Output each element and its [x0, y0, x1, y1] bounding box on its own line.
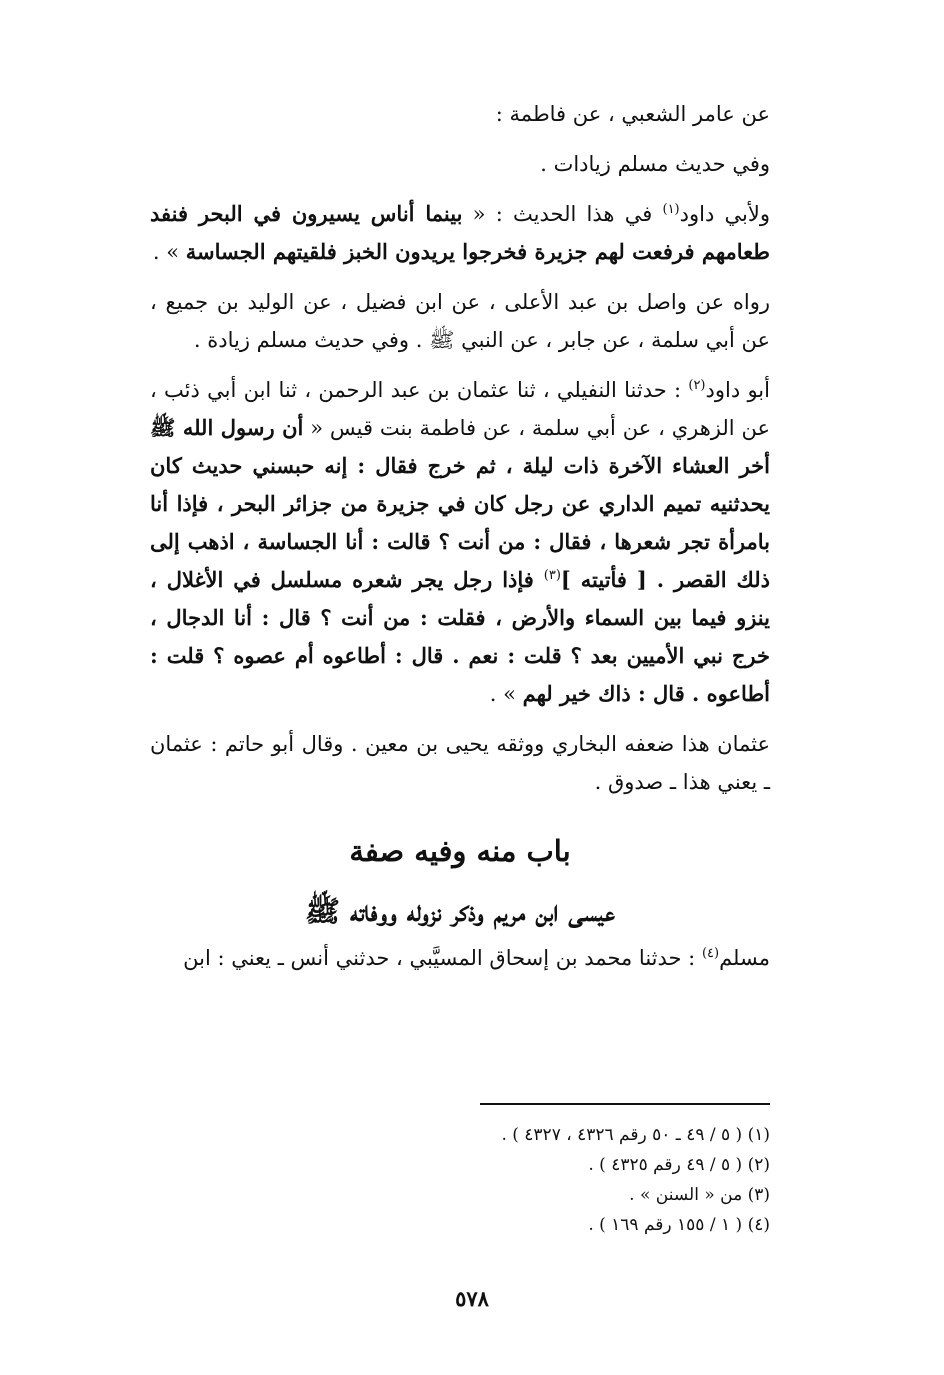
paragraph-uthman-grading: عثمان هذا ضعفه البخاري ووثقه يحيى بن معين . وقال أبو حاتم : عثمان ـ يعني هذا ـ صدوق .	[150, 732, 770, 794]
paragraph-intro: : حدثنا النفيلي ، ثنا عثمان بن عبد الرحمن ، ثنا ابن أبي ذئب ، عن الزهري ، عن أبي سلمة ، عن فاطمة بنت قيس «	[150, 378, 770, 440]
paragraph-jabir-chain: رواه عن واصل بن عبد الأعلى ، عن ابن فضيل ، عن الوليد بن جميع ، عن أبي سلمة ، عن جابر ، عن النبي ﷺ . وفي حديث مسلم زيادة .	[150, 290, 770, 352]
footnote-3: (٣) من « السنن » .	[629, 1185, 770, 1205]
chapter-heading: باب منه وفيه صفة	[349, 834, 571, 868]
footnote-divider	[480, 1103, 770, 1105]
paragraph-tail: » .	[152, 240, 186, 264]
bracketed-insertion: [ فأتيته ]	[560, 567, 647, 592]
footnotes	[150, 1120, 770, 1240]
hadith-quote-part-1: أن رسول الله ﷺ أخر العشاء الآخرة ذات ليلة ، ثم خرج فقال : إنه حبسني حديث كان يحدثنيه تميم الداري عن رجل كان في جزيرة من جزائر البحر ، فإذا أنا بامرأة تجر شعرها ، فقال : من أنت ؟ قالت : أنا الجساسة ، اذهب إلى ذلك القصر .	[150, 415, 770, 592]
footnote-ref-2[interactable]: (٢)	[688, 378, 706, 393]
footnote-4: (٤) ( ١ / ١٥٥ رقم ١٦٩ ) .	[588, 1215, 770, 1235]
paragraph-lead: أبو داود	[705, 378, 770, 402]
paragraph-text: : حدثنا محمد بن إسحاق المسيَّبي ، حدثني أنس ـ يعني : ابن	[183, 946, 702, 970]
footnote-2: (٢) ( ٥ / ٤٩ رقم ٤٣٢٥ ) .	[588, 1155, 770, 1175]
paragraph-muslim-additions: وفي حديث مسلم زيادات .	[540, 152, 770, 176]
chapter-subheading: عيسى ابن مريم وذكر نزوله ووفاته ﷺ	[305, 894, 615, 928]
paragraph-tail: » .	[489, 682, 523, 706]
footnote-ref-4[interactable]: (٤)	[701, 946, 720, 961]
paragraph-intro: في هذا الحديث : «	[462, 202, 663, 226]
hadith-quote: بينما أناس يسيرون في البحر فنفد طعامهم فرفعت لهم جزيرة فخرجوا يريدون الخبز فلقيتهم الجساسة	[150, 201, 770, 264]
paragraph-muslim-chain	[150, 939, 770, 977]
page-number: ٥٧٨	[455, 1286, 489, 1311]
paragraph-abu-dawud-hadith	[150, 371, 770, 713]
hadith-quote-part-2: فإذا رجل يجر شعره مسلسل في الأغلال ، ينزو فيما بين السماء والأرض ، فقلت : من أنت ؟ قال : أنا الدجال ، خرج نبي الأميين بعد ؟ قلت : نعم . قال : أطاعوه أم عصوه ؟ قلت : أطاعوه . قال : ذاك خير لهم	[150, 567, 770, 706]
footnote-1: (١) ( ٥ / ٤٩ ـ ٥٠ رقم ٤٣٢٦ ، ٤٣٢٧ ) .	[501, 1125, 770, 1145]
paragraph-isnad-fatimah: عن عامر الشعبي ، عن فاطمة :	[495, 102, 770, 126]
page-body	[150, 95, 770, 989]
paragraph-lead: مسلم	[719, 946, 770, 970]
footnote-ref-1[interactable]: (١)	[662, 202, 680, 217]
paragraph-lead: ولأبي داود	[679, 202, 770, 226]
paragraph-abu-dawud-note	[150, 195, 770, 271]
footnote-ref-3[interactable]: (٣)	[543, 568, 561, 583]
